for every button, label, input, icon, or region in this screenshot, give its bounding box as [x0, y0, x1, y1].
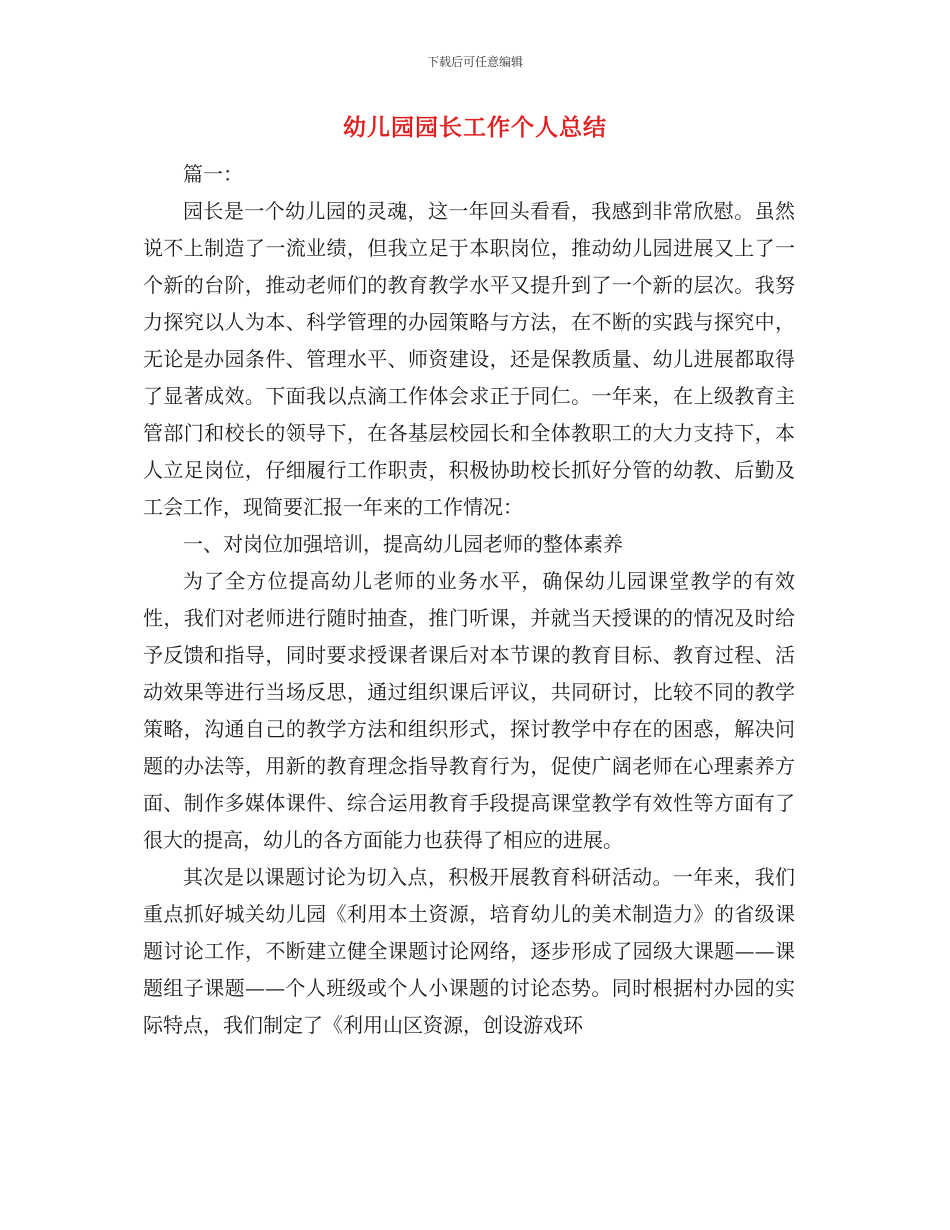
document-body	[143, 156, 795, 1044]
paragraph-training: 为了全方位提高幼儿老师的业务水平，确保幼儿园课堂教学的有效性，我们对老师进行随时抽查，推门听课，并就当天授课的的情况及时给予反馈和指导，同时要求授课者课后对本节课的教育目标、教育过程、活动效果等进行当场反思，通过组织课后评议，共同研讨，比较不同的教学策略，沟通自己的教学方法和组织形式，探讨教学中存在的困惑，解决问题的办法等，用新的教育理念指导教育行为，促使广阔老师在心理素养方面、制作多媒体课件、综合运用教育手段提高课堂教学有效性等方面有了很大的提高，幼儿的各方面能力也获得了相应的进展。	[143, 569, 795, 852]
paragraph-intro: 园长是一个幼儿园的灵魂，这一年回头看看，我感到非常欣慰。虽然说不上制造了一流业绩，但我立足于本职岗位，推动幼儿园进展又上了一个新的台阶，推动老师们的教育教学水平又提升到了一个新的层次。我努力探究以人为本、科学管理的办园策略与方法，在不断的实践与探究中，无论是办园条件、管理水平、师资建设，还是保教质量、幼儿进展都取得了显著成效。下面我以点滴工作体会求正于同仁。一年来，在上级教育主管部门和校长的领导下，在各基层校园长和全体教职工的大力支持下，本人立足岗位，仔细履行工作职责，积极协助校长抓好分管的幼教、后勤及工会工作，现简要汇报一年来的工作情况：	[143, 199, 795, 519]
paragraph-section-label: 篇一：	[183, 162, 243, 186]
page-header: 下载后可任意编辑	[426, 55, 523, 69]
document-title: 幼儿园园长工作个人总结	[343, 114, 607, 141]
paragraph-research: 其次是以课题讨论为切入点，积极开展教育科研活动。一年来，我们重点抓好城关幼儿园《利用本土资源，培育幼儿的美术制造力》的省级课题讨论工作，不断建立健全课题讨论网络，逐步形成了园级大课题——课题组子课题——个人班级或个人小课题的讨论态势。同时根据村办园的实际特点，我们制定了《利用山区资源，创设游戏环	[143, 865, 795, 1037]
section-heading-training: 一、对岗位加强培训，提高幼儿园老师的整体素养	[183, 532, 623, 556]
